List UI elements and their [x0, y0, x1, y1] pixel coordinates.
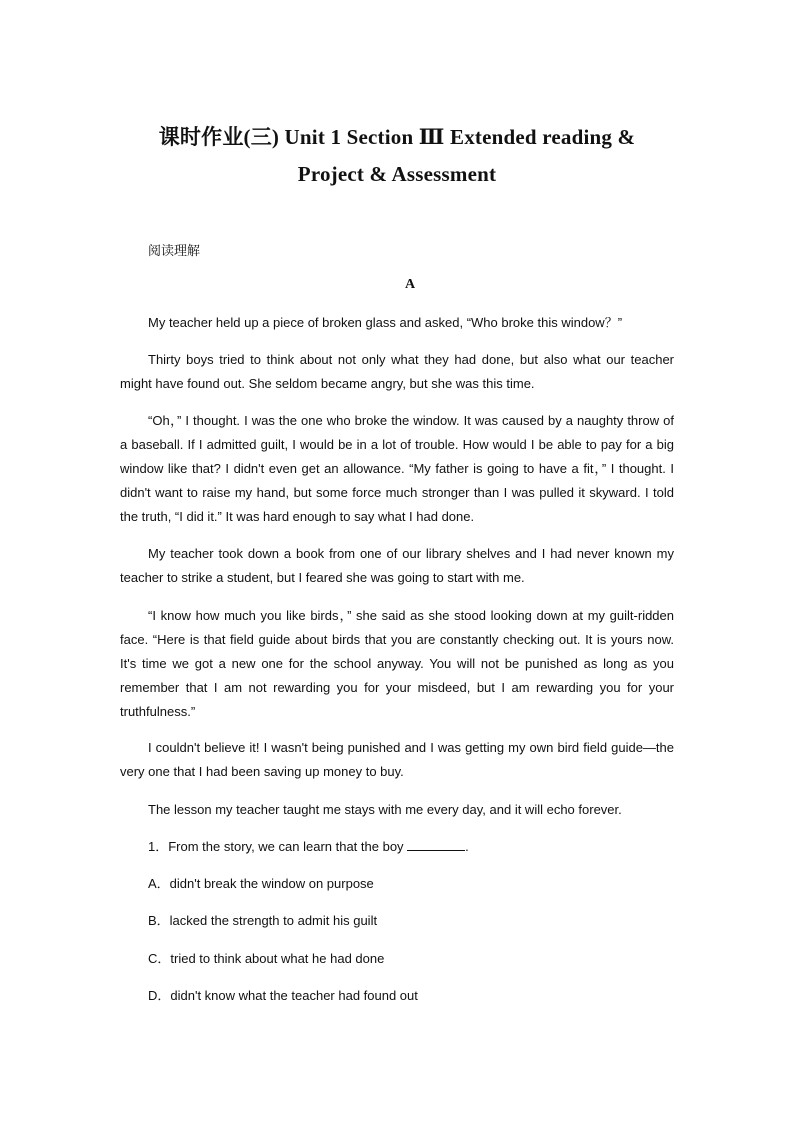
- question-text: From the story, we can learn that the boy: [168, 839, 408, 854]
- option-text: tried to think about what he had done: [170, 951, 385, 966]
- passage-letter: A: [404, 277, 416, 292]
- passage-paragraph: “I know how much you like birds，” she said as she stood looking down at my guilt-ridden face. “Here is that field guide about birds that you are constantly checking out. It is yours now. It's time we got a new one for the school anyway. You will not be punished as long as you remember that I am not rewarding you for your misdeed, but I am rewarding you for your truthfulness.”: [120, 608, 674, 719]
- option-letter: D．: [148, 988, 171, 1003]
- option-text: didn't know what the teacher had found out: [170, 988, 418, 1003]
- answer-blank: [407, 836, 465, 851]
- passage-paragraph: My teacher held up a piece of broken glass and asked, “Who broke this window？”: [148, 315, 623, 330]
- option-a[interactable]: [148, 872, 688, 896]
- passage-paragraph: “Oh，” I thought. I was the one who broke the window. It was caused by a naughty throw of a baseball. If I admitted guilt, I would be in a lot of trouble. How would I be able to pay for a big window like that? I didn't even get an allowance. “My father is going to have a fit，” I thought. I didn't want to raise my hand, but some force much stronger than I was pulled it skyward. I told the truth, “I did it.” It was hard enough to say what I had done.: [120, 413, 674, 524]
- question-text-end: .: [465, 839, 469, 854]
- document-title-line-1: 课时作业(三) Unit 1 Section Ⅲ Extended reading &: [158, 125, 636, 149]
- option-d[interactable]: [148, 984, 688, 1008]
- option-text: lacked the strength to admit his guilt: [169, 913, 378, 928]
- section-label: 阅读理解: [148, 244, 201, 259]
- option-text: didn't break the window on purpose: [169, 876, 374, 891]
- passage-paragraph: My teacher took down a book from one of our library shelves and I had never known my teacher to strike a student, but I feared she was going to start with me.: [120, 546, 674, 585]
- option-letter: B．: [148, 913, 170, 928]
- question-number: 1．: [148, 839, 169, 854]
- question-stem: [148, 835, 688, 859]
- option-c[interactable]: [148, 947, 688, 971]
- option-letter: C．: [148, 951, 171, 966]
- passage-paragraph: I couldn't believe it! I wasn't being punished and I was getting my own bird field guide—the very one that I had been saving up money to buy.: [120, 740, 674, 779]
- document-title-line-2: Project & Assessment: [297, 162, 497, 186]
- passage-paragraph: The lesson my teacher taught me stays with me every day, and it will echo forever.: [148, 802, 622, 817]
- passage-paragraph: Thirty boys tried to think about not only what they had done, but also what our teacher might have found out. She seldom became angry, but she was this time.: [120, 352, 674, 391]
- option-letter: A．: [148, 876, 170, 891]
- option-b[interactable]: [148, 909, 688, 933]
